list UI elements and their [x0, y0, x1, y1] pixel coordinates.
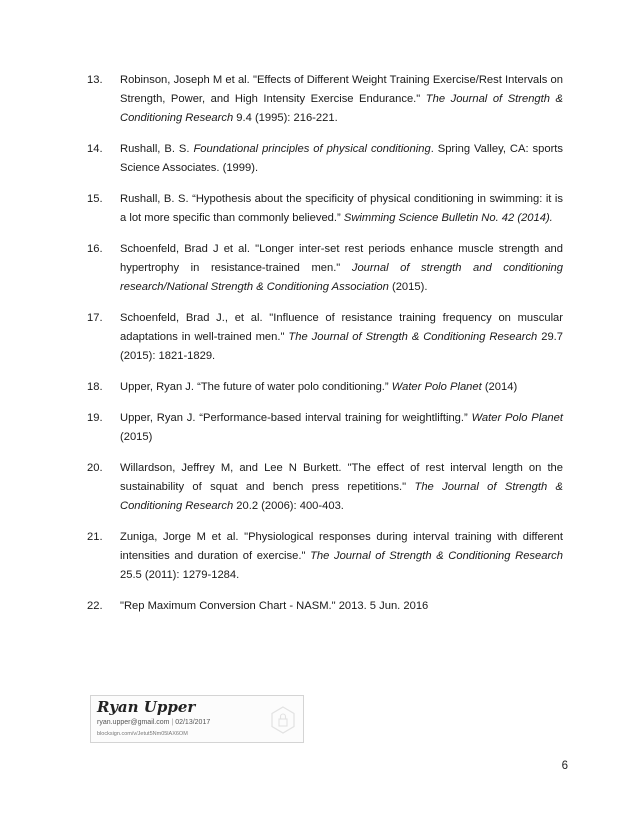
reference-text-segment: Schoenfeld, Brad J., et al. "Influence of resistance training frequency on muscular adaptations in well-trained men." [120, 312, 563, 343]
reference-item [87, 190, 563, 228]
reference-source-title: Journal of strength and conditioning research/National Strength & Conditioning Association [120, 262, 563, 293]
reference-text-segment: Rushall, B. S. “Hypothesis about the specificity of physical conditioning in swimming: it is a lot more specific than commonly believed.” [120, 193, 563, 224]
reference-text-segment: Zuniga, Jorge M et al. "Physiological responses during interval training with different intensities and duration of exercise." [120, 531, 563, 562]
signature-email-line [97, 719, 210, 726]
reference-source-title: Water Polo Planet [471, 412, 563, 424]
reference-text-segment: . Spring Valley, CA: sports Science Associates. (1999). [120, 143, 563, 174]
reference-number: 16. [87, 243, 103, 255]
reference-text-segment: Robinson, Joseph M et al. "Effects of Different Weight Training Exercise/Rest Intervals on Strength, Power, and High Intensity Exercise Endurance." [120, 74, 563, 105]
reference-number: 15. [87, 193, 103, 205]
reference-source-title: The Journal of Strength & Conditioning Research [120, 93, 563, 124]
reference-text [120, 597, 563, 616]
reference-source-title: Swimming Science Bulletin No. 42 (2014). [343, 212, 553, 224]
reference-item [87, 309, 563, 366]
hexagon-lock-icon [271, 706, 295, 734]
reference-text [120, 140, 563, 178]
reference-text-segment: (2015) [120, 431, 153, 443]
reference-text-segment: 29.7 (2015): 1821-1829. [120, 331, 563, 362]
reference-text-segment: Upper, Ryan J. “Performance-based interval training for weightlifting.” [120, 412, 472, 424]
reference-number: 17. [87, 312, 103, 324]
reference-text-segment: Willardson, Jeffrey M, and Lee N Burkett. "The effect of rest interval length on the sustainability of squat and bench press repetitions." [120, 462, 563, 493]
reference-number: 14. [87, 143, 103, 155]
reference-source-title: The Journal of Strength & Conditioning Research [120, 481, 563, 512]
reference-item [87, 378, 563, 397]
reference-list [87, 71, 563, 628]
reference-number: 18. [87, 381, 103, 393]
reference-source-title: The Journal of Strength & Conditioning Research [288, 331, 538, 343]
signature-email: ryan.upper@gmail.com [97, 719, 170, 726]
reference-text-segment: 20.2 (2006): 400-403. [233, 500, 344, 512]
reference-text-segment: "Rep Maximum Conversion Chart - NASM." 2013. 5 Jun. 2016 [120, 600, 429, 612]
reference-text-segment: (2015). [388, 281, 428, 293]
reference-item [87, 597, 563, 616]
signature-block [90, 695, 304, 743]
reference-text [120, 309, 563, 366]
reference-text [120, 409, 563, 447]
signature-name: Ryan Upper [97, 698, 196, 716]
reference-text-segment: (2014) [481, 381, 518, 393]
reference-item [87, 71, 563, 128]
reference-number: 22. [87, 600, 103, 612]
reference-text [120, 378, 563, 397]
signature-url: blocksign.com/v/Jetut5Nm05lAX6OM [97, 731, 188, 737]
reference-number: 19. [87, 412, 103, 424]
reference-number: 20. [87, 462, 103, 474]
reference-source-title: Water Polo Planet [391, 381, 482, 393]
reference-text-segment: 9.4 (1995): 216-221. [233, 112, 338, 124]
reference-item [87, 409, 563, 447]
reference-text [120, 528, 563, 585]
reference-text-segment: Rushall, B. S. [120, 143, 194, 155]
reference-text [120, 240, 563, 297]
reference-item [87, 528, 563, 585]
reference-number: 21. [87, 531, 103, 543]
reference-text [120, 459, 563, 516]
signature-date: 02/13/2017 [175, 719, 211, 726]
reference-text-segment: Schoenfeld, Brad J et al. "Longer inter-set rest periods enhance muscle strength and hypertrophy in resistance-trained men." [120, 243, 563, 274]
reference-text-segment: Upper, Ryan J. “The future of water polo conditioning.” [120, 381, 392, 393]
reference-number: 13. [87, 74, 103, 86]
reference-source-title: The Journal of Strength & Conditioning Research [310, 550, 563, 562]
reference-item [87, 140, 563, 178]
reference-source-title: Foundational principles of physical conditioning [193, 143, 431, 155]
signature-separator: | [171, 719, 174, 726]
reference-text [120, 190, 563, 228]
reference-text [120, 71, 563, 128]
reference-text-segment: 25.5 (2011): 1279-1284. [120, 569, 240, 581]
page-number: 6 [561, 760, 568, 772]
reference-item [87, 459, 563, 516]
reference-item [87, 240, 563, 297]
